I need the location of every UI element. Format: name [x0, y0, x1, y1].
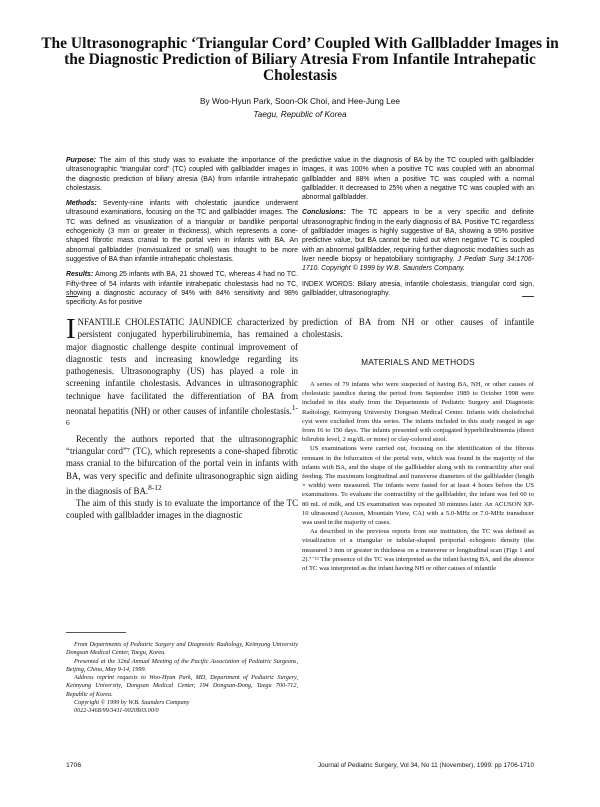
abstract-end-rule-left	[66, 296, 78, 297]
conclusions-text: The TC appears to be a very specific and definite ultrasonographic finding in the early diagnosis of BA. Positive TC regardless of gallbladder images is highly suggestive of BA, showing a 95% positive predictive value, but BA cannot be ruled out when negative TC is coupled with an abnormal gallbladder, requiring further diagnostic modalities such as liver needle biopsy or hepatobiliary scintigraphy.	[302, 209, 534, 263]
intro-p1-text: characterized by persistent conjugated hyperbilirubinemia, has remained a major diagnostic challenge despite continual improvement of diagnostic tests and increasing knowledge regarding its pathogenesis. Ultrasonography (US) has played a role in screening infantile cholestasis. Advances in ultrasonographic technique have facilitated the differentiation of BA from neonatal hepatitis (NH) or other causes of infantile cholestasis.	[66, 317, 298, 417]
intro-paragraph-1	[66, 313, 298, 433]
page-number: 1706	[66, 762, 82, 769]
intro-p1-ref: 1-6	[66, 403, 298, 428]
footnote-code: 0022-3468/99/3411-0020$03.00/0	[74, 707, 159, 715]
footnote-affiliation: From Departments of Pediatric Surgery and Diagnostic Radiology, Keimyung University Dongsan Medical Center, Taegu, Korea.	[66, 641, 298, 657]
affiliation: Taegu, Republic of Korea	[253, 109, 347, 119]
index-words: INDEX WORDS: Biliary atresia, infantile cholestasis, triangular cord sign, gallbladder, ultrasonography.	[302, 280, 534, 297]
abstract-end-rule-right	[522, 296, 534, 297]
results-text: Among 25 infants with BA, 21 showed TC, whereas 4 had no TC. Fifty-three of 54 infants with infantile intrahepatic cholestasis had no TC, showing a diagnostic accuracy of 94% with 84% sensitivity and 98% specificity. As for positive	[66, 271, 298, 307]
intro-continued: prediction of BA from NH or other causes of infantile cholestasis.	[302, 317, 534, 339]
conclusions-label: Conclusions:	[302, 209, 346, 217]
results-continued: predictive value in the diagnosis of BA by the TC coupled with gallbladder images, it was 100% when a positive TC was coupled with an abnormal gallbladder and 88% when a positive TC was coupled with a normal gallbladder. It decreased to 25% when a negative TC was coupled with an abnormal gallbladder.	[302, 157, 534, 202]
abstract-left-column	[66, 156, 298, 313]
intro-paragraph-3: The aim of this study is to evaluate the importance of the TC coupled with gallbladder images in the diagnostic	[66, 498, 298, 521]
citation: J Pediatr Surg 34:1706-1710. Copyright © 1999 by W.B. Saunders Company.	[302, 255, 534, 273]
body-right-column	[302, 316, 534, 573]
abstract-conclusions	[302, 208, 534, 273]
footnote-reprints: Address reprint requests to Woo-Hyun Park, MD, Department of Pediatric Surgery, Keimyung University, Dongsan Medical Center, 194 Dongsan-Dong, Taegu 700-712, Republic of Korea.	[66, 674, 298, 698]
introduction-column	[66, 313, 298, 522]
footnote-copyright: Copyright © 1999 by W.B. Saunders Company	[74, 699, 190, 707]
results-label: Results:	[66, 271, 94, 279]
intro-lead-caps: NFANTILE CHOLESTATIC JAUNDICE	[77, 317, 233, 327]
abstract-right-column	[302, 156, 534, 304]
methods-text: Seventy-nine infants with cholestatic jaundice underwent ultrasound examinations, focusing on the TC and gallbladder images. The TC was defined as visualization of a triangular or bandlike periportal echogenicity (3 mm or greater in thickness), which represents a cone-shaped fibrotic mass cranial to the portal vein in infants with BA. An abnormal gallbladder (nonvisualized or small) was thought to be more suggestive of BA than infantile intrahepatic cholestasis.	[66, 200, 298, 263]
abstract-results	[66, 270, 298, 307]
methods-body	[302, 380, 534, 573]
journal-citation-footer: Journal of Pediatric Surgery, Vol 34, No 11 (November), 1999: pp 1706-1710	[317, 762, 534, 769]
footnote-rule	[66, 632, 126, 633]
footnote-presented: Presented at the 32nd Annual Meeting of the Pacific Association of Pediatric Surgeons, Beijing, China, May 9-14, 1999.	[66, 657, 298, 673]
methods-label: Methods:	[66, 200, 97, 208]
footnotes	[66, 632, 298, 716]
methods-paragraph-1: A series of 79 infants who were suspected of having BA, NH, or other causes of cholestatic jaundice during the period from September 1989 to October 1998 were included in this study from the Departments of Pediatric Surgery and Diagnostic Radiology, Keimyung University Dongsan Medical Center. Infants with choledochal cyst were excluded from this series. The infants included in this study ranged in age from 16 to 150 days. The infants presented with conjugated hyperbilirubinemia (direct bilirubin level, 2 mg/dL or more) or clay-colored stool.	[302, 381, 534, 444]
methods-paragraph-3: As described in the previous reports from our institution, the TC was defined as visualization of a triangular or tubular-shaped periportal echogenic density (the measured 3 mm or greater in thickness on a transverse or longitudinal scan (Figs 1 and 2).⁷⁻¹² The presence of the TC was interpreted as the infant having BA, and the absence of TC was interpreted as the infant having NH or other causes of infantile	[302, 528, 534, 573]
purpose-label: Purpose:	[66, 157, 96, 164]
intro-p2-text: Recently the authors reported that the ultrasonographic “triangular cord”⁷ (TC), which represents a cone-shaped fibrotic mass cranial to the bifurcation of the portal vein in infants with BA, was very specific and definite ultrasonographic sign aiding in the diagnosis of BA.	[66, 433, 298, 496]
abstract-methods	[66, 199, 298, 264]
intro-paragraph-2	[66, 433, 298, 497]
author-list: By Woo-Hyun Park, Soon-Ok Choi, and Hee-Jung Lee	[200, 96, 400, 106]
purpose-text: The aim of this study was to evaluate the importance of the ultrasonographic “triangular cord” (TC) coupled with gallbladder images in the diagnostic prediction of biliary atresia (BA) from infantile intrahepatic cholestasis.	[66, 157, 298, 192]
drop-cap: I	[66, 313, 76, 345]
paper-title: The Ultrasonographic ‘Triangular Cord’ Coupled With Gallbladder Images in the Diagnostic Prediction of Biliary Atresia From Infantile Intrahepatic Cholestasis	[41, 35, 559, 84]
methods-paragraph-2: US examinations were carried out, focusing on the identification of the fibrous remnant in the bifurcation of the portal vein, which was found in the majority of the infants with BA, and the shape of the gallbladder along with its contractility after oral feeding. The maximum longitudinal and transverse diameters of the gallbladder (length × width) were measured. The infants were fasted for at least 4 hours before the US examinations. To evaluate the contractility of the gallbladder, the infant was fed 60 to 80 mL of milk, and US examination was repeated 30 minutes later. An ACUSON XP-10 ultrasound (Acuson, Mountain View, CA) with a 5.0-MHz or 7.0-MHz transducer was used in the majority of cases.	[302, 445, 534, 527]
section-heading-methods: MATERIALS AND METHODS	[361, 357, 475, 367]
intro-p2-ref: 8-12	[148, 482, 162, 492]
abstract-purpose	[66, 156, 298, 193]
